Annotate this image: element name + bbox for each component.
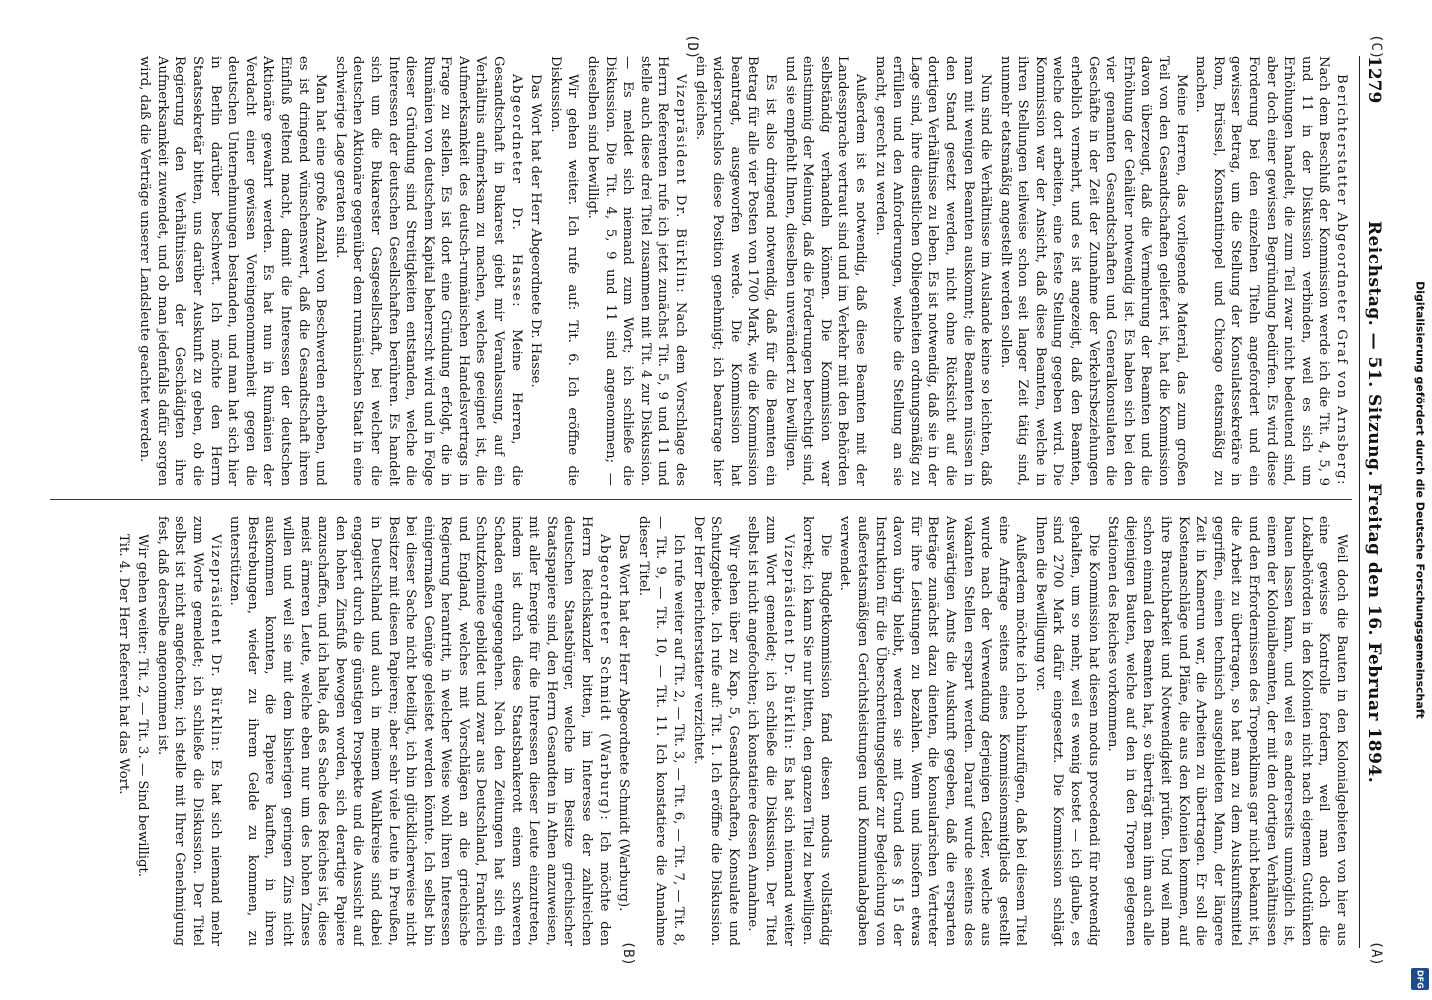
paragraph — [583, 56, 689, 486]
paragraph — [744, 516, 797, 946]
running-title: Reichstag. — 51. Sitzung. Freitag den 16. Februar 1894. — [1364, 220, 1384, 784]
column-divider — [50, 499, 1352, 500]
paragraph-text: Es hat sich niemand mehr zum Worte gemeldet; ich schließe die Diskussion. Der Titel selbst ist nicht angefochten; ich stelle mit Ihrer Genehmigung fest, daß derselbe angenommen ist. — [154, 516, 223, 946]
speaker-name: Vizepräsident Dr. Bürklin: — [673, 74, 689, 295]
speaker-name: Berichterstatter Abgeordneter Graf von Arnsberg: — [1334, 74, 1349, 486]
rotated-document-page — [36, 30, 1396, 970]
paragraph: Tit. 4. Der Herr Referent hat das Wort. — [115, 534, 131, 795]
paragraph: Meine Herren, das vorliegende Material, das zum großen Teil von den Gesandtschaften geliefert ist, hat die Kommission davon überzeugt, daß die Vermehrung der Beamten und die Erhöhung der Gehälter notwendig ist. Es haben sich bei den vier genannten Gesandtschaften und Generalkonsulaten die Geschäfte in der Zeit der Zunahme der Verkehrsbeziehungen erheblich vermehrt, und es ist angezeigt, daß den Beamten, welche dort arbeiten, eine feste Stellung gegeben wird. Die Kommission war der Ansicht, daß diese Beamten, welche in ihren Stellungen teilweise schon seit langer Zeit tätig sind, nunmehr etatsmäßig angestellt werden sollen. — [997, 56, 1189, 486]
paragraph: Die Budgetkommission fand diesen modus vollständig korrekt; ich kann Sie nur bitten, den ganzen Titel zu bewilligen. — [800, 516, 833, 946]
paragraph — [1192, 56, 1350, 486]
paragraph — [331, 56, 525, 486]
paragraph: Die Kommission hat diesen modus procedendi für notwendig gehalten, um so mehr, weil es wenig kostet — ich glaube, es sind 2700 Mark dafür eingesetzt. Die Kommission schlägt Ihnen die Bewilligung vor. — [1032, 516, 1101, 946]
paragraph: Ich rufe weiter auf Tit. 2, — Tit. 3, — Tit. 6, — Tit. 7, — Tit. 8, — Tit. 9, — Tit. 10, — Tit. 11. Ich konstatiere die Annahme dieser Titel. — [635, 516, 687, 946]
paragraph-text: Meine Herren, die Gesandtschaft in Bukarest giebt mir Veranlassung, auf ein Verhältnis aufmerksam zu machen, welches geeignet ist, die Aufmerksamkeit des deutsch-rumänischen Handelsvertrags in Frage zu stellen. Es ist dort eine Gründung erfolgt, die in Rumänien von deutschem Kapital beherrscht wird und in Folge dieser Gründung sind Streitigkeiten entstanden, welche die Interessen der deutschen Gesellschaften berühren. Es handelt sich um die Bukarester Gasgesellschaft, bei welcher die deutschen Aktionäre gegenüber dem rumänischen Staat in eine schwierige Lage geraten sind. — [332, 56, 524, 486]
paragraph: Wir gehen weiter: Tit. 2, — Tit. 3. — Sind bewilligt. — [135, 534, 151, 878]
speaker-name: Abgeordneter Dr. Hasse: — [508, 74, 524, 309]
margin-mark-c: (C) — [1368, 34, 1384, 60]
margin-mark-d: (D) — [684, 34, 700, 60]
paragraph: Das Wort hat der Herr Abgeordnete Dr. Hasse. — [528, 74, 544, 388]
text-column-right — [52, 516, 1350, 946]
paragraph: Nun sind die Verhältnisse im Auslande keine so leichten, daß man mit wenigen Beamten auskommt; die Beamten müssen in den Stand gesetzt werden, nicht ohne Rücksicht auf die dortigen Verhältnisse zu leben. Es ist notwendig, daß sie in der Lage sind, ihre dienstlichen Obliegenheiten ordnungsmäßig zu erfüllen und den Anforderungen, welche die Stellung an sie macht, gerecht zu werden. — [872, 56, 994, 486]
paragraph-text: Ich möchte den Herrn Reichskanzler bitten, im Interesse der zahlreichen deutschen Staatsbürger, welche im Besitze griechischer Staatspapiere sind, den Herrn Gesandten in Athen anzuweisen, mit aller Energie für die Interessen dieser Leute einzutreten, indem ist durch diese Staatsbankerott einem schweren Schaden entgegengehen. Nach den Zeitungen hat sich ein Schutzkomitee gebildet und zwar aus Deutschland, Frankreich und England, welches mit Vorschlägen an die griechische Regierung herantritt, in welcher Weise wohl ihren Interessen einigermaßen Genüge geleistet werden könnte. Ich selbst bin bei dieser Sache nicht beteiligt, ich bin glücklicherweise nicht Besitzer mit diesen Papieren; aber sehr viele Leute in Preußen, in Deutschland und auch in meinem Wahlkreise sind dabei engagiert durch die günstigen Prospekte und die Aussicht auf den hohen Zinsfuß bewogen worden, sich derartige Papiere anzuschaffen, und ich halte, daß es Sache des Reiches ist, diese meist ärmeren Leute, welche eben nur um des hohen Zinses willen und weil sie mit dem bisherigen geringen Zins nicht auskommen konnten, die Papiere kauften, in ihren Bestrebungen, wieder zu ihrem Gelde zu kommen, zu unterstützen. — [227, 516, 612, 946]
paragraph: Es ist also dringend notwendig, daß für die Beamten ein Betrag für alle vier Posten von 1700 Mark, wie die Kommission beantragt, ausgeworfen werde. Die Kommission hat widerspruchslos diese Position genehmigt; ich beantrage hier ein gleiches. — [692, 56, 778, 486]
paragraph: Weil doch die Bauten in den Kolonialgebieten von hier aus eine gewisse Kontrolle fordern, weil man doch die Lokalbehörden in den Kolonien nicht nach eigenem Gutdünken bauen lassen kann, und weil es andererseits unmöglich ist, einem der Kolonialbeamten, der mit den dortigen Verhältnissen und den Erfordernissen des Tropenklimas gar nicht bekannt ist, die Arbeit zu übertragen, so hat man zu dem Auskunftsmittel gegriffen, einen technisch ausgebildeten Mann, der längere Zeit in Kamerun war, die Arbeiten zu übertragen. Er soll die Kostenanschläge und Pläne, die aus den Kolonien kommen, auf ihre Brauchbarkeit und Notwendigkeit prüfen. Und weil man schon einmal den Beamten hat, so überträgt man ihm auch alle diejenigen Bauten, welche auf den in den Tropen gelegenen Stationen des Reiches vorkommen. — [1105, 516, 1349, 946]
margin-mark-a: (A) — [1368, 940, 1384, 966]
paragraph-text: Nach dem Vorschlage des Herrn Referenten rufe ich jetzt zunächst Tit. 5, 9 und 11 und stelle auch diese drei Titel zusammen mit Tit. 4 zur Diskussion. — Es meldet sich niemand zum Wort; ich schließe die Diskussion. Die Tit. 4, 5, 9 und 11 sind angenommen; — dieselben sind bewilligt. — [585, 56, 689, 486]
text-column-left — [52, 56, 1350, 486]
dfg-logo-icon: DFG — [1411, 968, 1429, 990]
digitization-credit-strip — [1408, 0, 1432, 1000]
digitization-credit: Digitalisierung gefördert durch die Deutsche Forschungsgemeinschaft — [1413, 281, 1427, 719]
page-header — [1359, 56, 1386, 948]
margin-mark-b: (B) — [620, 940, 636, 966]
paragraph-text: Es hat sich niemand weiter zum Wort gemeldet; ich schließe die Diskussion. Der Titel selbst ist nicht angefochten; ich konstatiere dessen Annahme. — [745, 516, 796, 946]
page-number: 1279 — [1364, 56, 1384, 104]
paragraph-text: Nach dem Beschluß der Kommission werde ich die Tit. 4, 5, 9 und 11 in der Diskussion verbinden, weil es sich um Erhöhungen handelt, die zum Teil zwar nicht bedeutend sind, aber doch einer gewissen Begründung bedürfen. Es wird diese Forderung bei den einzelnen Titeln angefordert und ein gewisser Betrag, um die Stellung der Konsulatssekretäre in Rom, Brüssel, Konstantinopel und Chicago etatsmäßig zu machen. — [1193, 56, 1332, 486]
paragraph: Das Wort hat der Herr Abgeordnete Schmidt (Warburg). — [616, 534, 632, 912]
speaker-name: Abgeordneter Schmidt (Warburg): — [596, 534, 612, 822]
speaker-name: Vizepräsident Dr. Bürklin: — [207, 534, 223, 753]
paragraph: Außerdem möchte ich noch hinzufügen, daß bei diesem Titel eine Anfrage seitens eines Kommissionsmitglieds gestellt wurde nach der Verwendung derjenigen Gelder, welche aus vakanten Stellen erspart werden. Darauf wurde seitens des Auswärtigen Amts die Auskunft gegeben, daß die ersparten Beträge zunächst dazu dienten, die konsularischen Vertreter für ihre Leistungen zu bezahlen. Wenn und insofern etwas davon übrig bleibt, werden sie mit Grund des § 15 der Instruktion für die Überschreitungsgelder zur Begleichung von außeretatsmäßigen Gerichtsleistungen und Kommunalabgaben verwendet. — [837, 516, 1029, 946]
paragraph — [153, 516, 223, 946]
paragraph: Außerdem ist es notwendig, daß diese Beamten mit der Landessprache vertraut sind und im Verkehr mit den Behörden selbständig verhandeln können. Die Kommission war einstimmig der Meinung, daß die Forderungen berechtigt sind, und sie empfiehlt Ihnen, dieselben unverändert zu bewilligen. — [782, 56, 868, 486]
paragraph: Man hat eine große Anzahl von Beschwerden erhoben, und es ist dringend wünschenswert, daß die Gesandtschaft ihren Einfluß geltend macht, damit die Interessen der deutschen Aktionäre gewahrt werden. Es hat nun in Rumänien der Verdacht einer gewissen Voreingenommenheit gegen die deutschen Unternehmungen bestanden, und man hat sich hier in Berlin darüber beschwert. Ich möchte den Herrn Staatssekretär bitten, uns darüber Auskunft zu geben, ob die Regierung den Verhältnissen der Geschädigten ihre Aufmerksamkeit zuwendet, und ob man jedenfalls dafür sorgen wird, daß die Verträge unserer Landsleute geachtet werden. — [137, 56, 329, 486]
paragraph — [226, 516, 613, 946]
paragraph: Wir gehen weiter. Ich rufe auf: Tit. 6. Ich eröffne die Diskussion. — [547, 56, 581, 486]
speaker-name: Vizepräsident Dr. Bürklin: — [780, 534, 796, 751]
paragraph: Wir gehen über zu Kap. 5, Gesandtschaften, Konsulate und Schutzgebiete. Ich rufe auf: Tit. 1. Ich eröffne die Diskussion. Der Herr Berichterstatter verzichtet. — [690, 516, 741, 946]
